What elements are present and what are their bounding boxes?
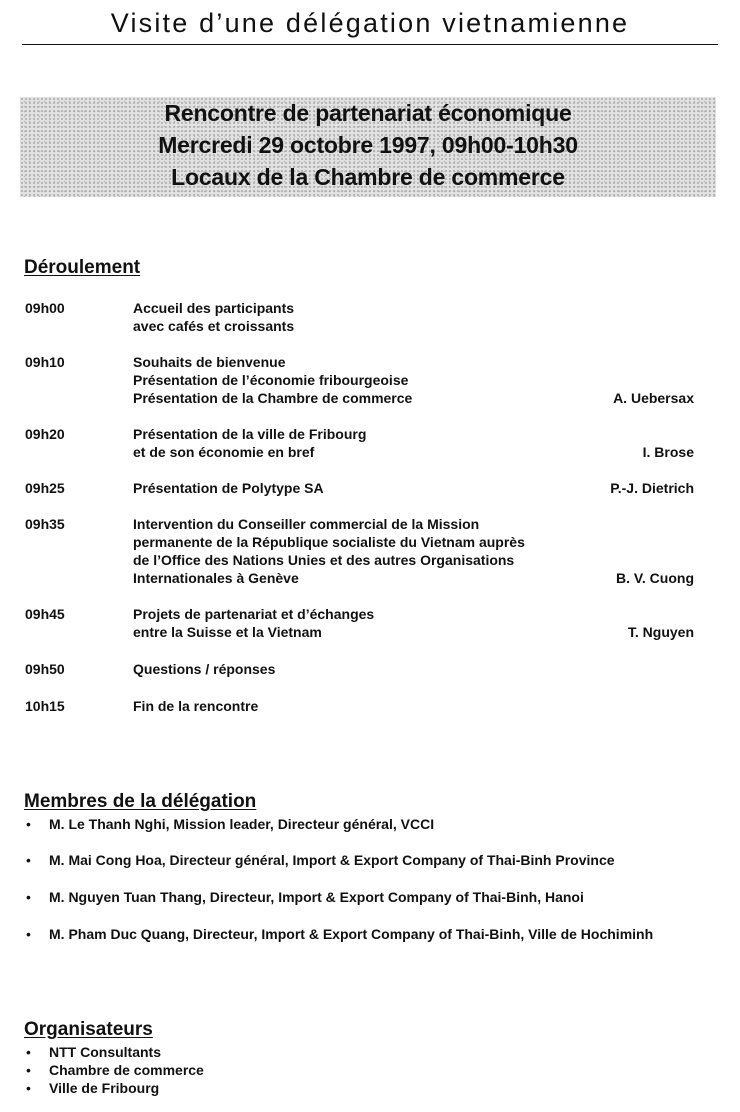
bullet-dot: •: [26, 926, 31, 942]
bullet-dot: •: [26, 1080, 31, 1096]
schedule-time: 09h20: [25, 426, 65, 442]
schedule-activity-line: et de son économie en bref: [133, 444, 315, 460]
schedule-activity-line: avec cafés et croissants: [133, 318, 295, 334]
schedule-speaker: I. Brose: [642, 444, 694, 460]
event-banner: [20, 97, 716, 197]
title-underline-rule: [22, 44, 718, 45]
schedule-speaker: A. Uebersax: [613, 390, 694, 406]
bullet-dot: •: [26, 816, 31, 832]
schedule-activity-line: de l’Office des Nations Unies et des autres Organisations: [133, 552, 515, 568]
schedule-heading: Déroulement: [24, 257, 141, 278]
schedule-time: 09h10: [25, 354, 65, 370]
delegation-member: M. Nguyen Tuan Thang, Directeur, Import & Export Company of Thai-Binh, Hanoi: [49, 889, 584, 905]
schedule-speaker: B. V. Cuong: [615, 570, 694, 586]
schedule-time: 09h35: [25, 516, 65, 532]
schedule-activity-line: entre la Suisse et la Vietnam: [133, 624, 322, 640]
schedule-activity-line: Fin de la rencontre: [133, 698, 259, 714]
delegation-heading: Membres de la délégation: [24, 791, 257, 812]
organiser-item: Ville de Fribourg: [49, 1080, 160, 1096]
bullet-dot: •: [26, 1044, 31, 1060]
schedule-activity-line: Présentation de la ville de Fribourg: [133, 426, 367, 442]
schedule-activity-line: Accueil des participants: [133, 300, 295, 316]
schedule-activity-line: Souhaits de bienvenue: [133, 354, 286, 370]
schedule-speaker: T. Nguyen: [627, 624, 694, 640]
schedule-time: 09h50: [25, 661, 65, 677]
delegation-member: M. Mai Cong Hoa, Directeur général, Import & Export Company of Thai-Binh Province: [49, 852, 615, 868]
banner-event-date: Mercredi 29 octobre 1997, 09h00-10h30: [158, 132, 578, 158]
page-title: Visite d’une délégation vietnamienne: [110, 8, 630, 38]
banner-event-name: Rencontre de partenariat économique: [164, 100, 572, 126]
schedule-time: 09h45: [25, 606, 65, 622]
schedule-time: 09h00: [25, 300, 65, 316]
schedule-time: 09h25: [25, 480, 65, 496]
banner-event-location: Locaux de la Chambre de commerce: [171, 164, 565, 190]
schedule-speaker: P.-J. Dietrich: [610, 480, 694, 496]
schedule-time: 10h15: [25, 698, 65, 714]
schedule-activity-line: Internationales à Genève: [133, 570, 299, 586]
bullet-dot: •: [26, 1062, 31, 1078]
organisers-heading: Organisateurs: [24, 1019, 153, 1040]
delegation-member: M. Pham Duc Quang, Directeur, Import & Export Company of Thai-Binh, Ville de Hochiminh: [49, 926, 654, 942]
schedule-activity-line: permanente de la République socialiste du Vietnam auprès: [133, 534, 525, 550]
schedule-activity-line: Présentation de la Chambre de commerce: [133, 390, 413, 406]
schedule-activity-line: Questions / réponses: [133, 661, 276, 677]
bullet-dot: •: [26, 889, 31, 905]
schedule-activity-line: Présentation de Polytype SA: [133, 480, 324, 496]
delegation-member: M. Le Thanh Nghi, Mission leader, Directeur général, VCCI: [49, 816, 435, 832]
schedule-activity-line: Projets de partenariat et d’échanges: [133, 606, 375, 622]
schedule-activity-line: Présentation de l’économie fribourgeoise: [133, 372, 409, 388]
organiser-item: NTT Consultants: [49, 1044, 161, 1060]
organiser-item: Chambre de commerce: [49, 1062, 204, 1078]
schedule-activity-line: Intervention du Conseiller commercial de la Mission: [133, 516, 480, 532]
bullet-dot: •: [26, 852, 31, 868]
